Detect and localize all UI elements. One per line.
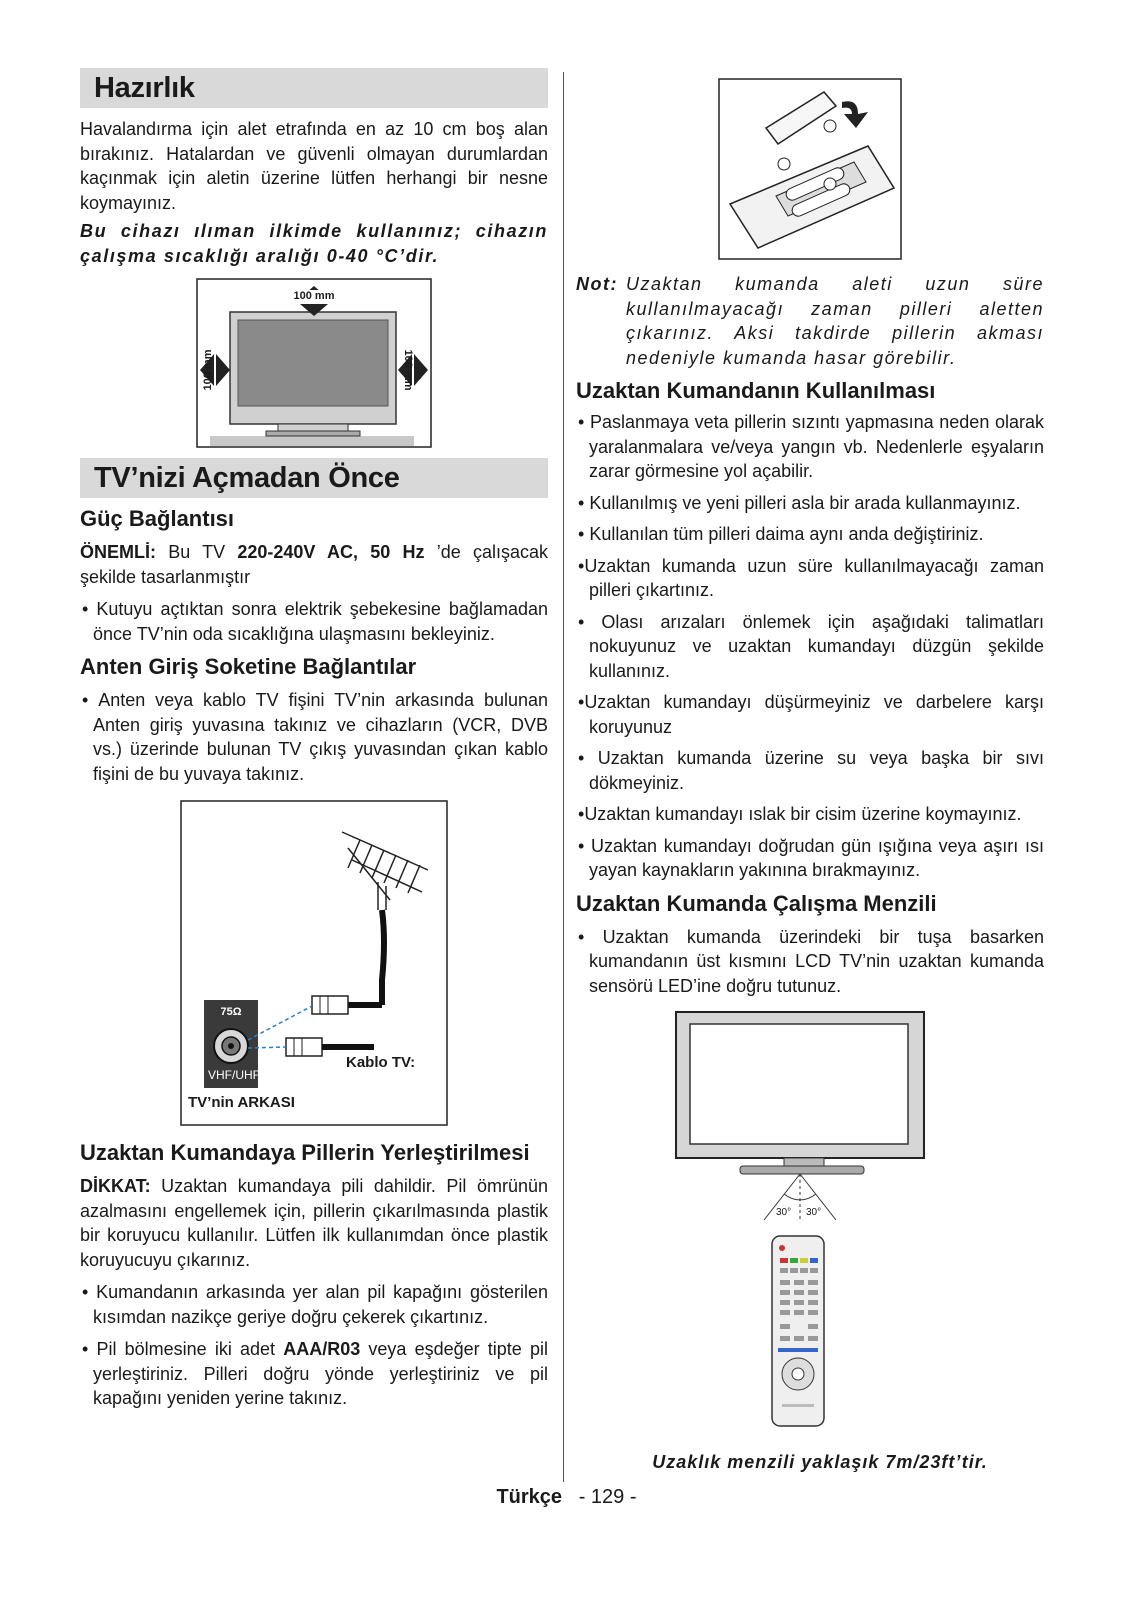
battery-bullet-2: • Pil bölmesine iki adet AAA/R03 veya eşdeğer tipte pil yerleştiriniz. Pilleri doğru yönde yerleştiriniz ve pil kapağını yeniden yerine takınız. (82, 1339, 548, 1408)
list-item-text: Uzaktan kumanda üzerine su veya başka bir sıvı dökmeyiniz. (589, 748, 1044, 793)
clearance-top-label: 100 mm (276, 290, 352, 302)
list-item: •Uzaktan kumandayı ıslak bir cisim üzerine koymayınız. (578, 804, 1022, 824)
power-bullet-text: Kutuyu açtıktan sonra elektrik şebekesine bağlamadan önce TV’nin oda sıcaklığına ulaşmasını bekleyiniz. (93, 599, 548, 644)
antenna-connection-figure (180, 800, 448, 1126)
section-title-preparation: Hazırlık (80, 68, 548, 108)
cable-tv-label: Kablo TV: (346, 1054, 416, 1071)
list-item-text: Olası arızaları önlemek için aşağıdaki talimatları nokuyunuz ve uzaktan kumandayı düzgün şekilde kullanınız. (589, 611, 1044, 681)
remote-range-figure (674, 1010, 926, 1440)
list-item: • Olası arızaları önlemek için aşağıdaki talimatları nokuyunuz ve uzaktan kumandayı düzgün şekilde kullanınız. (578, 611, 1044, 681)
note-block (576, 272, 1044, 370)
caution-label: DİKKAT: (80, 1176, 151, 1196)
list-item: • Kullanılan tüm pilleri daima aynı anda değiştiriniz. (578, 524, 984, 544)
power-heading: Güç Bağlantısı (80, 506, 235, 531)
list-item: •Uzaktan kumandayı düşürmeyiniz ve darbelere karşı koruyunuz (578, 692, 1044, 737)
note-label: Not: (576, 274, 618, 294)
left-column (80, 68, 548, 1411)
range-bullet-text: Uzaktan kumanda üzerindeki bir tuşa basarken kumandanın üst kısmını LCD TV’nin uzaktan kumanda sensörü LED’ine doğru tutunuz. (589, 926, 1044, 996)
power-bullet: • Kutuyu açtıktan sonra elektrik şebekesine bağlamadan önce TV’nin oda sıcaklığına ulaşmasını bekleyiniz. (82, 599, 548, 644)
battery-bullet-2-pre: Pil bölmesine iki adet (96, 1339, 284, 1359)
battery-type: AAA/R03 (283, 1339, 361, 1359)
clearance-left-label: 100 mm (202, 349, 214, 391)
battery-bullet-2-post: veya eşdeğer tipte pil yerleştiriniz. Pilleri doğru yönde yerleştiriniz ve pil kapağını yeniden yerine takınız. (93, 1339, 548, 1408)
list-item-text: Kullanılan tüm pilleri daima aynı anda değiştiriniz. (589, 524, 984, 544)
usage-heading: Uzaktan Kumandanın Kullanılması (576, 378, 936, 403)
column-divider (563, 72, 564, 1482)
battery-caution-text: Uzaktan kumandaya pili dahildir. Pil ömrünün azalmasını engellemek için, pillerin çıkarılmasında plastik bir koruyucu kullanılır. Lütfen ilk kullanımdan önce plastik koruyucuyu çıkarınız. (80, 1176, 548, 1270)
power-text-pre: Bu TV (156, 542, 238, 562)
list-item: • Uzaktan kumandayı doğrudan gün ışığına veya aşırı ısı yayan kaynakların yakınına bırakmayınız. (578, 835, 1044, 880)
preparation-text: Havalandırma için alet etrafında en az 10 cm boş alan bırakınız. Hatalardan ve güvenli olmayan durumlardan kaçınmak için aletin üzerine lütfen herhangi bir nesne koymayınız. (80, 119, 548, 213)
angle-right-label: 30° (806, 1207, 822, 1218)
battery-bullet-1: • Kumandanın arkasında yer alan pil kapağını gösterilen kısımdan nazikçe geriye doğru çekerek çıkartınız. (82, 1282, 548, 1327)
power-text-post: ’de çalışacak şekilde tasarlanmıştır (80, 542, 548, 587)
list-item-text: Uzaktan kumandayı ıslak bir cisim üzerine koymayınız. (584, 804, 1022, 824)
tv-back-label: TV’nin ARKASI (188, 1094, 295, 1111)
tv-clearance-figure (196, 278, 432, 448)
list-item-text: Paslanmaya veta pillerin sızıntı yapmasına neden olarak yaralanmalara ve/veya yangın vb. Nedenlerle eşyaların zarar görmesine yol açabilir. (589, 412, 1044, 481)
remote-battery-figure (718, 78, 902, 260)
range-heading: Uzaktan Kumanda Çalışma Menzili (576, 890, 937, 916)
power-voltage: 220-240V AC, 50 Hz (237, 542, 425, 562)
note-text: Uzaktan kumanda aleti uzun süre kullanılmayacağı zaman pilleri aletten çıkarınız. Aksi takdirde pillerin akması nedeniyle kumanda hasar görebilir. (626, 274, 1044, 368)
range-bullet: • Uzaktan kumanda üzerindeki bir tuşa basarken kumandanın üst kısmını LCD TV’nin uzaktan kumanda sensörü LED’ine doğru tutunuz. (578, 926, 1044, 996)
impedance-label: 75Ω (220, 1006, 242, 1018)
list-item: •Uzaktan kumanda uzun süre kullanılmayacağı zaman pilleri çıkartınız. (578, 555, 1044, 600)
antenna-heading: Anten Giriş Soketine Bağlantılar (80, 654, 417, 679)
clearance-right-label: 100 mm (402, 349, 414, 391)
temperature-note: Bu cihazı ılıman ilkimde kullanınız; cihazın çalışma sıcaklığı aralığı 0-40 °C’dir. (80, 221, 548, 266)
important-label: ÖNEMLİ: (80, 542, 156, 562)
page-footer (0, 1486, 1133, 1509)
range-caption: Uzaklık menzili yaklaşık 7m/23ft’tir. (652, 1452, 988, 1472)
list-item-text: Kullanılmış ve yeni pilleri asla bir arada kullanmayınız. (589, 492, 1021, 513)
list-item: • Paslanmaya veta pillerin sızıntı yapmasına neden olarak yaralanmalara ve/veya yangın vb. Nedenlerle eşyaların zarar görmesine yol açabilir. (578, 412, 1044, 481)
antenna-bullet-text: Anten veya kablo TV fişini TV’nin arkasında bulunan Anten giriş yuvasına takınız ve cihazların (VCR, DVB vs.) üzerinde bulunan TV çıkış yuvasından çıkan kablo fişini de bu yuvaya takınız. (93, 690, 549, 784)
list-item-text: Uzaktan kumandayı doğrudan gün ışığına veya aşırı ısı yayan kaynakların yakınına bırakmayınız. (589, 835, 1044, 880)
battery-bullet-1-text: Kumandanın arkasında yer alan pil kapağını gösterilen kısımdan nazikçe geriye doğru çekerek çıkartınız. (93, 1282, 548, 1327)
right-column (576, 68, 1044, 1475)
list-item-text: Uzaktan kumandayı düşürmeyiniz ve darbelere karşı koruyunuz (584, 692, 1044, 737)
vhf-uhf-label: VHF/UHF (208, 1068, 260, 1082)
usage-list (576, 410, 1044, 883)
power-text (80, 540, 548, 589)
list-item-text: Uzaktan kumanda uzun süre kullanılmayacağı zaman pilleri çıkartınız. (584, 555, 1044, 600)
antenna-bullet: • Anten veya kablo TV fişini TV’nin arkasında bulunan Anten giriş yuvasına takınız ve cihazların (VCR, DVB vs.) üzerinde bulunan TV çıkış yuvasından çıkan kablo fişini de bu yuvaya takınız. (82, 690, 549, 784)
angle-left-label: 30° (776, 1207, 792, 1218)
footer-language: Türkçe (496, 1486, 563, 1508)
list-item: • Kullanılmış ve yeni pilleri asla bir arada kullanmayınız. (578, 492, 1021, 513)
battery-caution (80, 1174, 548, 1272)
battery-heading: Uzaktan Kumandaya Pillerin Yerleştirilmesi (80, 1140, 530, 1165)
page-number: - 129 - (578, 1486, 637, 1508)
section-title-before-turning-on: TV’nizi Açmadan Önce (80, 458, 548, 498)
list-item: • Uzaktan kumanda üzerine su veya başka bir sıvı dökmeyiniz. (578, 748, 1044, 793)
